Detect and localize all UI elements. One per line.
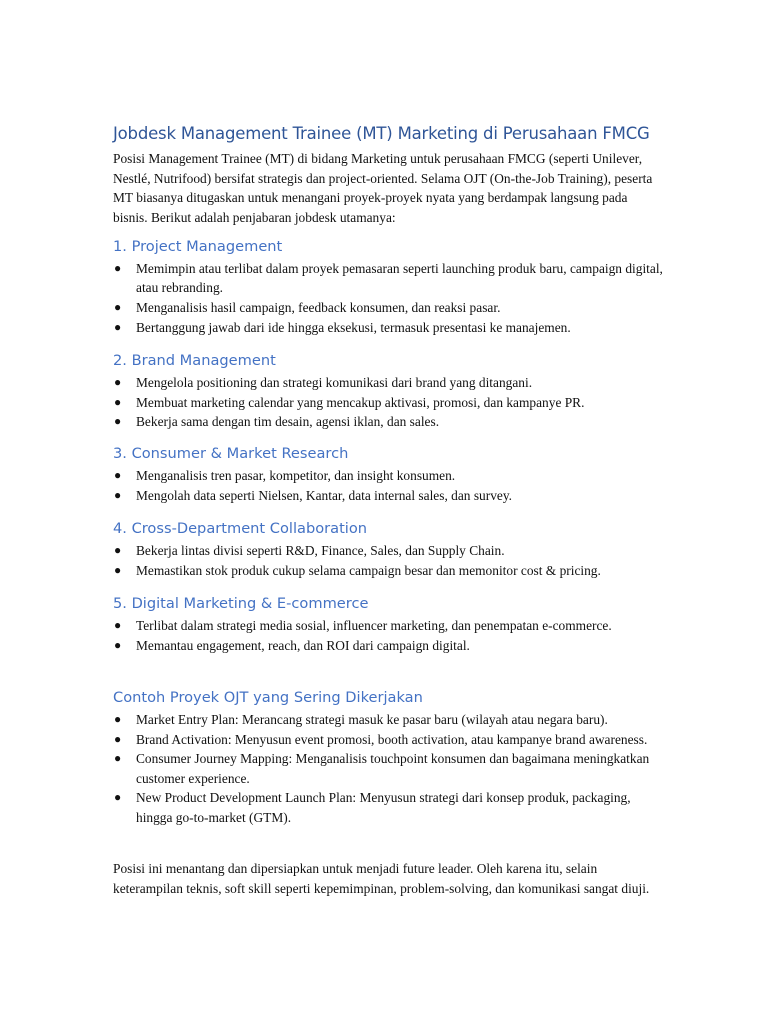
- list-item: ● Bertanggung jawab dari ide hingga eksekusi, termasuk presentasi ke manajemen.: [113, 318, 668, 337]
- section-consumer-research: [113, 445, 668, 505]
- list-item: ● Terlibat dalam strategi media sosial, influencer marketing, dan penempatan e-commerce.: [113, 616, 668, 635]
- bullet-list: [113, 616, 668, 655]
- bullet-icon: ●: [114, 731, 122, 746]
- closing-paragraph: Posisi ini menantang dan dipersiapkan untuk menjadi future leader. Oleh karena itu, selain keterampilan teknis, soft skill seperti kepemimpinan, problem-solving, dan komunikasi sangat diuji.: [113, 861, 650, 896]
- list-item: ● Menganalisis hasil campaign, feedback konsumen, dan reaksi pasar.: [113, 298, 668, 317]
- bullet-icon: ●: [114, 394, 122, 409]
- section-cross-department: [113, 520, 668, 580]
- bullet-list: [113, 259, 668, 337]
- list-item: ● Market Entry Plan: Merancang strategi masuk ke pasar baru (wilayah atau negara baru).: [113, 710, 668, 729]
- section-heading: 3. Consumer & Market Research: [113, 445, 349, 462]
- bullet-icon: ●: [114, 618, 122, 632]
- bullet-icon: ●: [114, 562, 122, 577]
- bullet-icon: ●: [114, 319, 122, 334]
- page-title: Jobdesk Management Trainee (MT) Marketing di Perusahaan FMCG: [113, 124, 650, 143]
- list-item: ● Memastikan stok produk cukup selama campaign besar dan memonitor cost & pricing.: [113, 561, 668, 580]
- list-item: ● Memimpin atau terlibat dalam proyek pemasaran seperti launching produk baru, campaign digital, atau rebranding.: [114, 261, 663, 296]
- bullet-icon: ●: [114, 414, 122, 429]
- section-project-management: [113, 238, 668, 337]
- bullet-icon: ●: [114, 468, 122, 482]
- section-heading: 2. Brand Management: [113, 352, 276, 369]
- bullet-list: [113, 373, 668, 432]
- section-brand-management: [113, 352, 668, 432]
- bullet-icon: ●: [114, 751, 122, 766]
- section-digital-marketing: [113, 595, 668, 655]
- list-item: ● Brand Activation: Menyusun event promosi, booth activation, atau kampanye brand awareness.: [113, 730, 668, 749]
- bullet-icon: ●: [114, 261, 122, 275]
- bullet-list: [113, 541, 668, 580]
- section-ojt-examples: [113, 689, 668, 827]
- list-item: ● Mengolah data seperti Nielsen, Kantar, data internal sales, dan survey.: [113, 486, 668, 505]
- bullet-list: [113, 466, 668, 505]
- section-heading: 4. Cross-Department Collaboration: [113, 520, 368, 537]
- bullet-icon: ●: [114, 299, 122, 314]
- bullet-icon: ●: [114, 790, 122, 805]
- list-item: ● Menganalisis tren pasar, kompetitor, dan insight konsumen.: [113, 466, 668, 485]
- bullet-icon: ●: [114, 712, 122, 726]
- section-heading: Contoh Proyek OJT yang Sering Dikerjakan: [113, 689, 423, 706]
- bullet-icon: ●: [114, 543, 122, 557]
- bullet-icon: ●: [114, 375, 122, 389]
- bullet-icon: ●: [114, 487, 122, 502]
- list-item: ● New Product Development Launch Plan: Menyusun strategi dari konsep produk, packaging, hingga go-to-market (GTM).: [114, 790, 631, 825]
- list-item: ● Consumer Journey Mapping: Menganalisis touchpoint konsumen dan bagaimana meningkatkan customer experience.: [114, 751, 650, 786]
- section-heading: 5. Digital Marketing & E-commerce: [113, 595, 369, 612]
- list-item: ● Mengelola positioning dan strategi komunikasi dari brand yang ditangani.: [113, 373, 668, 392]
- section-heading: 1. Project Management: [113, 238, 283, 255]
- list-item: ● Bekerja lintas divisi seperti R&D, Finance, Sales, dan Supply Chain.: [113, 541, 668, 560]
- intro-paragraph: Posisi Management Trainee (MT) di bidang Marketing untuk perusahaan FMCG (seperti Unilever, Nestlé, Nutrifood) bersifat strategis dan project-oriented. Selama OJT (On-the-Job Training), peserta MT biasanya ditugaskan untuk menangani proyek-proyek nyata yang berdampak langsung pada bisnis. Berikut adalah penjabaran jobdesk utamanya:: [113, 151, 653, 225]
- list-item: ● Bekerja sama dengan tim desain, agensi iklan, dan sales.: [113, 412, 668, 431]
- list-item: ● Membuat marketing calendar yang mencakup aktivasi, promosi, dan kampanye PR.: [113, 393, 668, 412]
- bullet-icon: ●: [114, 637, 122, 652]
- bullet-list: [113, 710, 668, 827]
- list-item: ● Memantau engagement, reach, dan ROI dari campaign digital.: [113, 636, 668, 655]
